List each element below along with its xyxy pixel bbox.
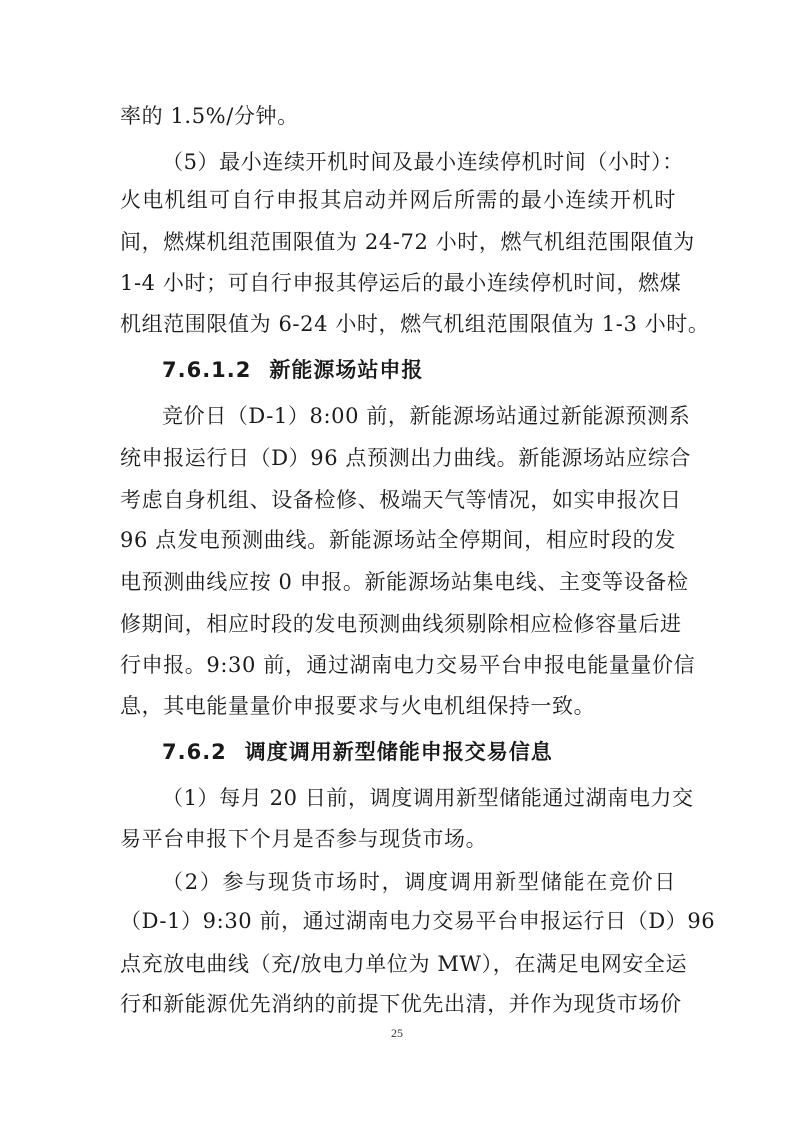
item-5-line: （5）最小连续开机时间及最小连续停机时间（小时）： <box>162 150 684 174</box>
section-7612-line: 修期间，相应时段的发电预测曲线须剔除相应检修容量后进 <box>120 612 682 636</box>
section-number: 7.6.2 <box>162 740 227 764</box>
section-7612-line: 行申报。9:30 前，通过湖南电力交易平台申报电能量量价信 <box>120 653 696 677</box>
section-7612-line: 统申报运行日（D）96 点预测出力曲线。新能源场站应综合 <box>120 446 692 470</box>
item-5-line: 机组范围限值为 6-24 小时，燃气机组范围限值为 1-3 小时。 <box>120 312 710 336</box>
section-7612-line: 息，其电能量量价申报要求与火电机组保持一致。 <box>120 694 596 718</box>
section-title: 调度调用新型储能申报交易信息 <box>244 740 553 764</box>
page-number: 25 <box>391 1026 403 1040</box>
item-5-line: 1-4 小时；可自行申报其停运后的最小连续停机时间，燃煤 <box>120 271 682 295</box>
section-762-line: （D-1）9:30 前，通过湖南电力交易平台申报运行日（D）96 <box>120 909 716 933</box>
section-heading-7612 <box>162 356 423 384</box>
section-7612-line: 竞价日（D-1）8:00 前，新能源场站通过新能源预测系 <box>162 404 691 428</box>
section-7612-line: 96 点发电预测曲线。新能源场站全停期间，相应时段的发 <box>120 528 676 552</box>
section-7612-line: 考虑自身机组、设备检修、极端天气等情况，如实申报次日 <box>120 488 682 512</box>
section-762-line: （2）参与现货市场时，调度调用新型储能在竞价日 <box>162 870 676 894</box>
item-5-line: 火电机组可自行申报其启动并网后所需的最小连续开机时 <box>120 188 676 212</box>
section-7612-line: 电预测曲线应按 0 申报。新能源场站集电线、主变等设备检 <box>120 570 689 594</box>
section-number: 7.6.1.2 <box>162 358 252 382</box>
paragraph-line: 率的 1.5%/分钟。 <box>120 104 299 128</box>
section-762-line: 易平台申报下个月是否参与现货市场。 <box>120 827 488 851</box>
section-762-line: 点充放电曲线（充/放电力单位为 MW），在满足电网安全运 <box>120 952 688 976</box>
section-762-line: （1）每月 20 日前，调度调用新型储能通过湖南电力交 <box>162 786 694 810</box>
section-762-line: 行和新能源优先消纳的前提下优先出清，并作为现货市场价 <box>120 992 682 1016</box>
section-heading-762 <box>162 738 553 766</box>
item-5-line: 间，燃煤机组范围限值为 24-72 小时，燃气机组范围限值为 <box>120 230 695 254</box>
section-title: 新能源场站申报 <box>269 358 424 382</box>
